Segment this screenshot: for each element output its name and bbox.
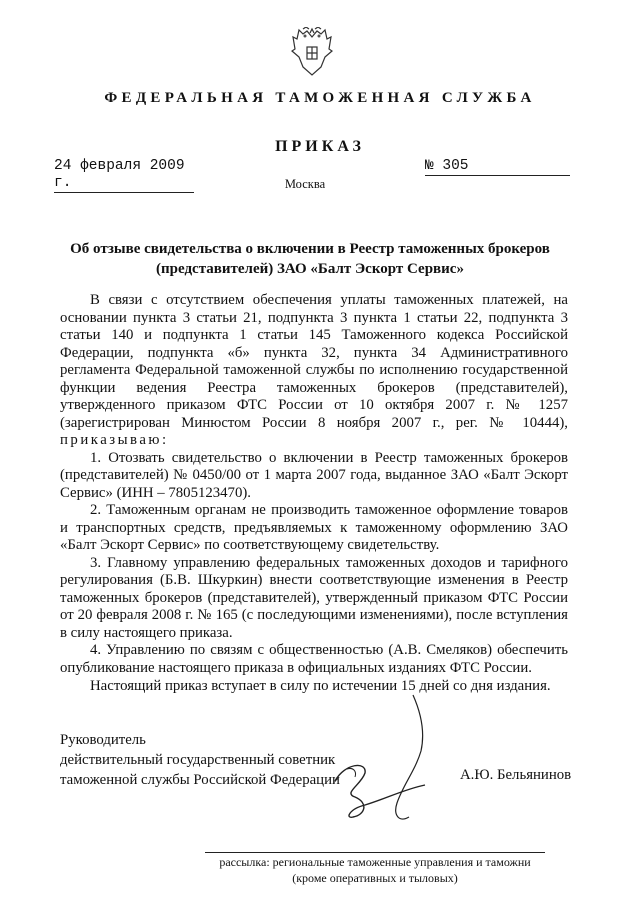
distribution-list [180,854,570,886]
order-date: 24 февраля 2009 г. [54,158,194,193]
signer-title-line-3: таможенной службы Российской Федерации [60,772,340,788]
document-body [60,292,568,677]
heading-line-2: (представителей) ЗАО «Балт Эскорт Сервис» [156,261,464,277]
signer-name: А.Ю. Бельянинов [460,767,572,783]
order-word: приказываю: [60,432,169,448]
coat-of-arms-icon [289,27,335,79]
signer-block [60,730,340,790]
order-item-1: 1. Отозвать свидетельство о включении в Реестр таможенных брокеров (представителей) № 0450/00 от 1 марта 2007 года, выданное ЗАО «Балт Эскорт Сервис» (ИНН – 7805123470). [60,449,568,501]
document-type: ПРИКАЗ [275,138,365,155]
city: Москва [284,177,326,191]
order-number: № 305 [425,158,570,176]
document-heading [60,239,560,279]
order-item-2: 2. Таможенным органам не производить таможенное оформление товаров и транспортных средств, предъявляемых к таможенному оформлению ЗАО «Балт Эскорт Сервис» по соответствующему свидетельству. [60,502,568,553]
distribution-line-1: рассылка: региональные таможенные управления и таможни [219,855,531,869]
heading-line-1: Об отзыве свидетельства о включении в Реестр таможенных брокеров [70,241,550,257]
signer-title-line-1: Руководитель [60,732,146,748]
distribution-line-2: (кроме оперативных и тыловых) [292,871,458,885]
order-item-3: 3. Главному управлению федеральных таможенных доходов и тарифного регулирования (Б.В. Шкуркин) внести соответствующие изменения в Реестр таможенных брокеров (представителей), утвержденный приказом ФТС России от 20 февраля 2008 г. № 165 (с последующими изменениями), после вступления в силу настоящего приказа. [60,554,568,641]
effective-date-note: Настоящий приказ вступает в силу по истечении 15 дней со дня издания. [90,678,551,694]
handwritten-signature [325,693,445,828]
agency-name: ФЕДЕРАЛЬНАЯ ТАМОЖЕННАЯ СЛУЖБА [104,90,536,106]
order-item-4: 4. Управлению по связям с общественностью (А.В. Смеляков) обеспечить опубликование настоящего приказа в официальных изданиях ФТС России. [60,642,568,676]
preamble-text: В связи с отсутствием обеспечения уплаты таможенных платежей, на основании пункта 3 статьи 21, подпункта 3 пункта 1 статьи 22, подпункта 3 статьи 140 и подпункта 1 статьи 145 Таможенного кодекса Российской Федерации, подпункта «б» пункта 32, пункта 34 Административного регламента Федеральной таможенной службы по исполнению государственной функции ведения Реестра таможенных брокеров (представителей), утвержденного приказом ФТС России от 10 октября 2007 г. № 1257 (зарегистрирован Минюстом России 8 ноября 2007 г., рег. № 10444), [60,292,568,431]
signer-title-line-2: действительный государственный советник [60,752,336,768]
preamble-paragraph [60,292,568,450]
distribution-separator [205,852,545,853]
